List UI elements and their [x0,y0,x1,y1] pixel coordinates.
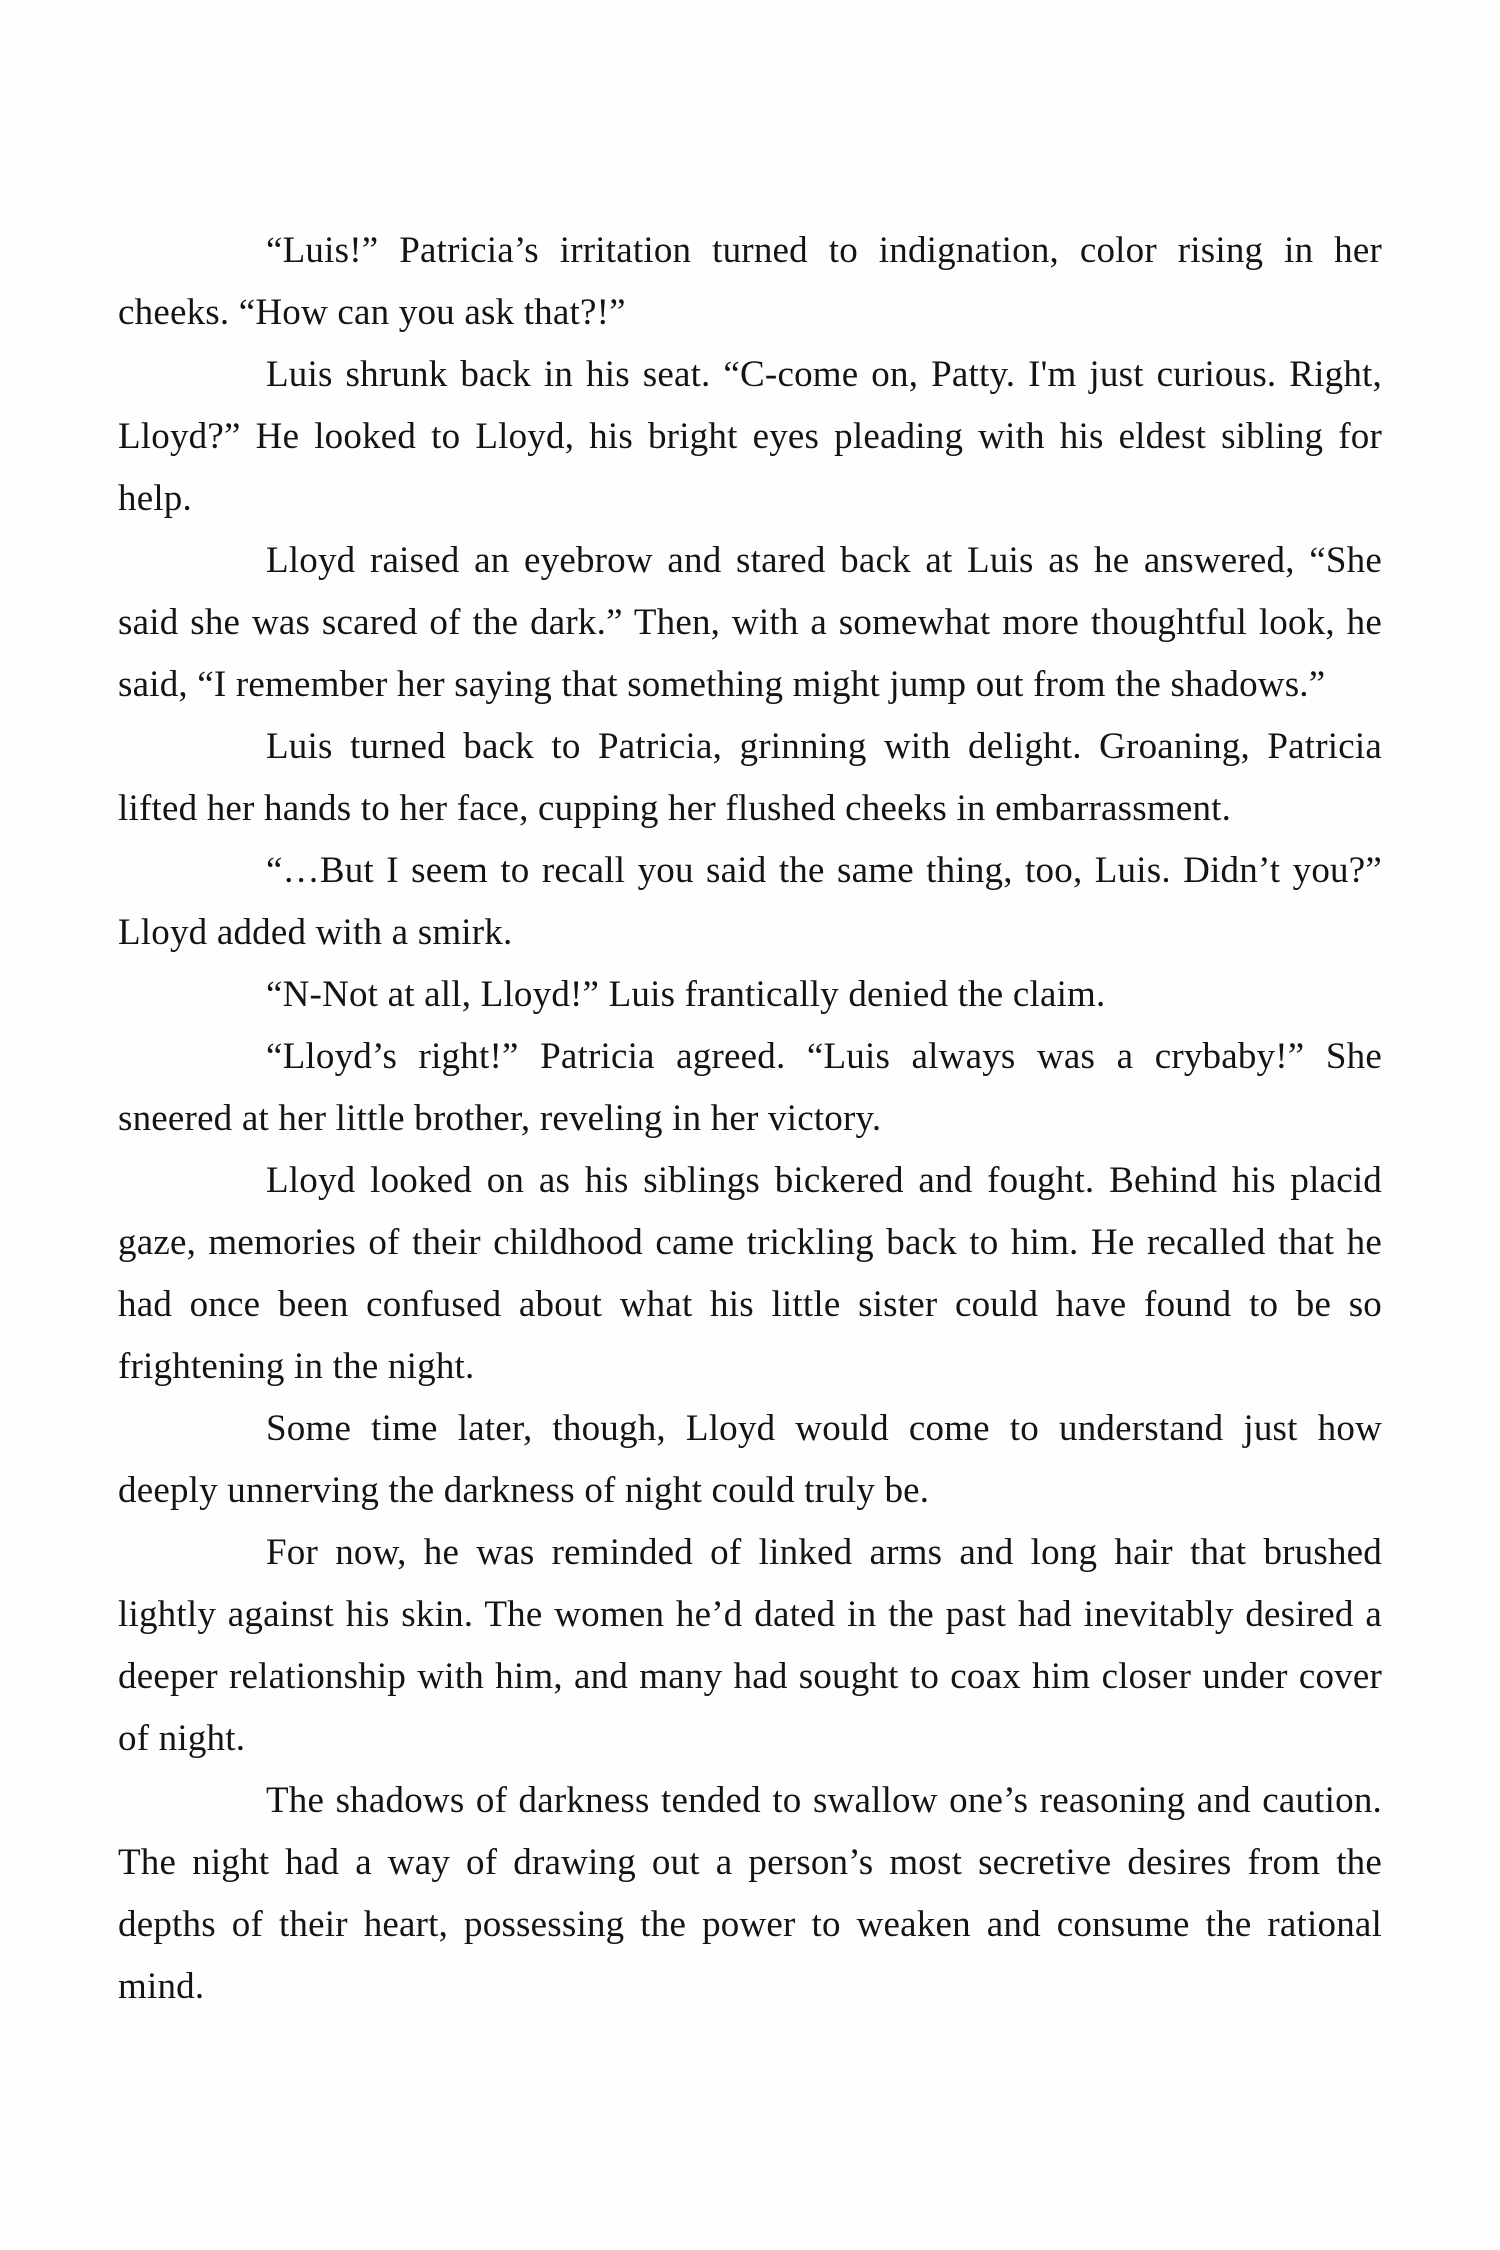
paragraph: “Lloyd’s right!” Patricia agreed. “Luis always was a crybaby!” She sneered at her little brother, reveling in her victory. [118,1036,1382,1139]
paragraph: Luis turned back to Patricia, grinning with delight. Groaning, Patricia lifted her hands to her face, cupping her flushed cheeks in embarrassment. [118,726,1382,829]
paragraph: Luis shrunk back in his seat. “C-come on, Patty. I'm just curious. Right, Lloyd?” He looked to Lloyd, his bright eyes pleading with his eldest sibling for help. [118,354,1382,519]
paragraph: For now, he was reminded of linked arms and long hair that brushed lightly against his skin. The women he’d dated in the past had inevitably desired a deeper relationship with him, and many had sought to coax him closer under cover of night. [118,1532,1382,1759]
paragraph: Some time later, though, Lloyd would come to understand just how deeply unnerving the darkness of night could truly be. [118,1408,1382,1511]
paragraph: Lloyd raised an eyebrow and stared back at Luis as he answered, “She said she was scared of the dark.” Then, with a somewhat more thoughtful look, he said, “I remember her saying that something might jump out from the shadows.” [118,540,1382,705]
paragraph: “Luis!” Patricia’s irritation turned to indignation, color rising in her cheeks. “How can you ask that?!” [118,230,1382,333]
paragraph: The shadows of darkness tended to swallow one’s reasoning and caution. The night had a way of drawing out a person’s most secretive desires from the depths of their heart, possessing the power to weaken and consume the rational mind. [118,1780,1382,2007]
paragraph: “N-Not at all, Lloyd!” Luis frantically denied the claim. [266,974,1106,1015]
paragraph: Lloyd looked on as his siblings bickered and fought. Behind his placid gaze, memories of their childhood came trickling back to him. He recalled that he had once been confused about what his little sister could have found to be so frightening in the night. [118,1160,1382,1387]
paragraph: “…But I seem to recall you said the same thing, too, Luis. Didn’t you?” Lloyd added with a smirk. [118,850,1382,953]
novel-text-block [118,220,1382,2018]
